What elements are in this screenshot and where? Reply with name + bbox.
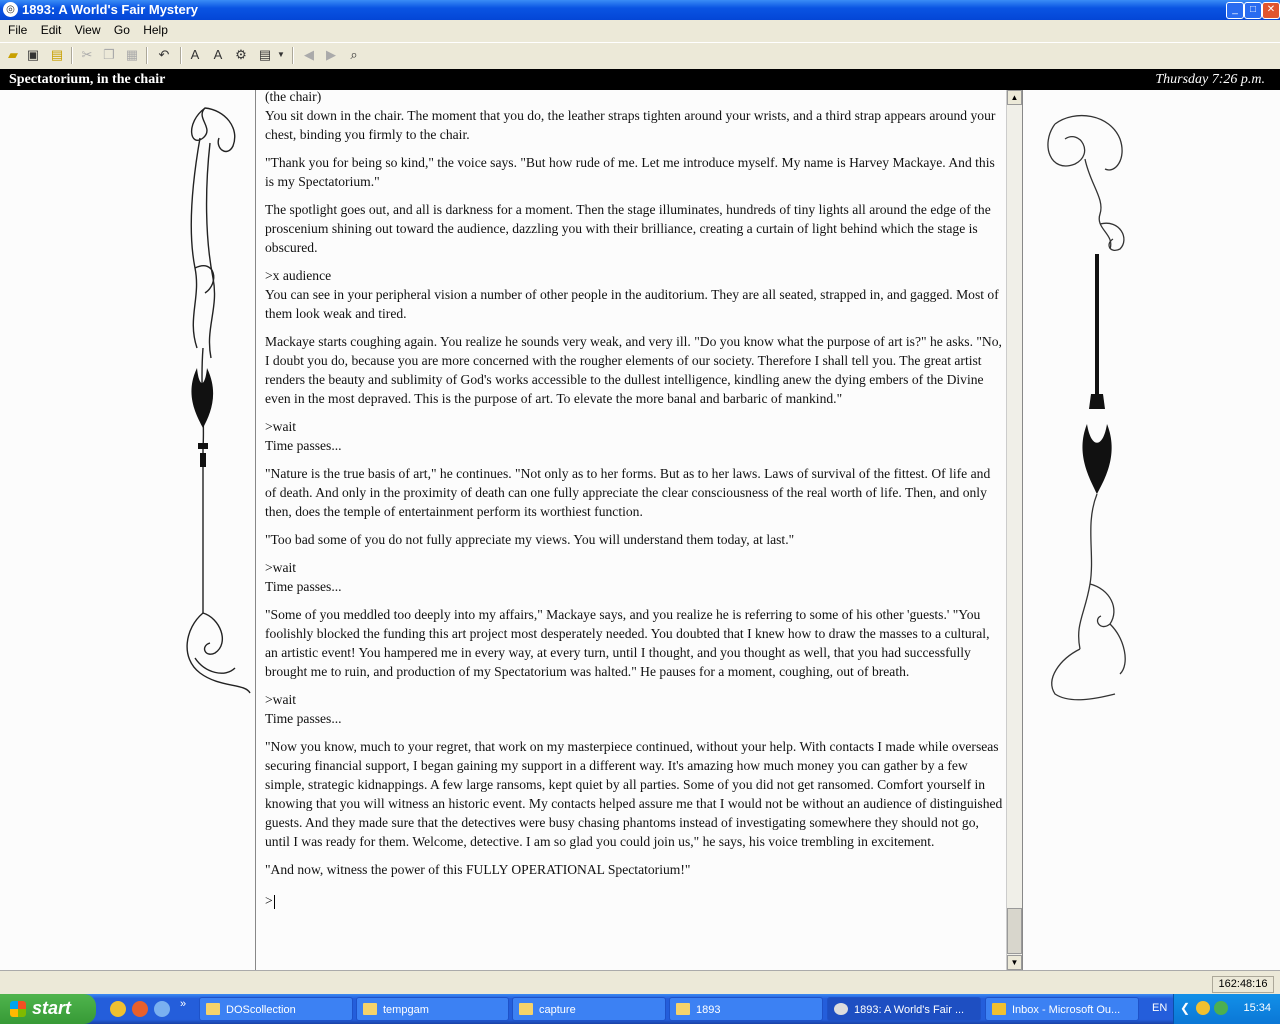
task-outlook[interactable]: Inbox - Microsoft Ou... xyxy=(985,997,1139,1021)
font-alt-icon[interactable]: A xyxy=(213,47,223,62)
app-status-bar xyxy=(0,974,1280,994)
scroll-up-button[interactable]: ▲ xyxy=(1007,90,1022,105)
menu-edit[interactable]: Edit xyxy=(40,23,62,37)
window-title: 1893: A World's Fair Mystery xyxy=(22,2,199,17)
cut-icon[interactable]: ✂ xyxy=(81,47,93,62)
scroll-down-button[interactable]: ▼ xyxy=(1007,955,1022,970)
folder-icon xyxy=(206,1003,220,1015)
story-text-pane[interactable] xyxy=(255,90,1023,970)
ornament-left-icon xyxy=(175,98,255,698)
folder-icon xyxy=(676,1003,690,1015)
scrollback-icon[interactable]: ▤ xyxy=(258,47,272,62)
language-indicator[interactable]: EN xyxy=(1152,1002,1168,1014)
game-time: Thursday 7:26 p.m. xyxy=(1155,72,1265,87)
player-command: >wait xyxy=(265,692,297,707)
folder-icon xyxy=(519,1003,533,1015)
menu-bar xyxy=(0,20,1280,40)
story-text: "Some of you meddled too deeply into my affairs," Mackaye says, and you realize he is referring to some of his other 'guests.' "You foolishly blocked the funding this art project most desperately needed. You doubted that I knew how to draw the masses to a cultural, an artistic event! You hampered me in every way, at every turn, until I thought, and you thought as well, that you had successfully brought me to ruin, and production of my Spectatorium was halted." He pauses for a moment, coughing, out of breath. xyxy=(265,607,990,679)
quicklaunch-outlook-icon[interactable] xyxy=(110,1001,126,1017)
command-prompt[interactable] xyxy=(265,891,1003,910)
restore-icon[interactable]: ▤ xyxy=(50,47,64,62)
story-text: "Nature is the true basis of art," he continues. "Not only as to her forms. But as to her laws. Laws of survival of the fittest. Of life and of death. And only in the proximity of death can one fully appreciate the clear consciousness of the real worth of life. Then, and only then, does the temple of entertainment perform its worthiest function. xyxy=(265,466,991,519)
menu-view[interactable]: View xyxy=(74,23,101,37)
story-text: "Now you know, much to your regret, that work on my masterpiece continued, without your help. With contacts I made while overseas securing financial support, I began gaining my support in a different way. It's amazing how much money you can gather by a few simple, strategic kidnappings. A few large ransoms, kept quiet by all parties. Some of you did not get ransomed. Comfort yourself in knowing that you will witness an historic event. My contacts helped assure me that I would not be without an audience of distinguished guests. And they made sure that the detectives were busy chasing phantoms instead of investigating somewhere they should not go, until I was ready for them. Welcome, detective. I am so glad you could join us," he says, his voice trembling in excitement. xyxy=(265,739,1003,849)
quicklaunch-more-icon[interactable]: » xyxy=(180,998,187,1010)
story-text: Time passes... xyxy=(265,579,342,594)
game-window xyxy=(0,90,1280,971)
title-bar[interactable] xyxy=(0,0,1280,20)
taskbar xyxy=(0,994,1280,1024)
story-paragraph xyxy=(265,266,1003,323)
task-doscollection[interactable]: DOScollection xyxy=(199,997,353,1021)
folder-icon xyxy=(363,1003,377,1015)
story-paragraph xyxy=(265,200,1003,257)
player-command: (the chair) xyxy=(265,89,322,104)
start-button[interactable]: start xyxy=(0,994,96,1024)
prompt-symbol: > xyxy=(265,893,273,908)
story-text: Time passes... xyxy=(265,711,342,726)
undo-icon[interactable]: ↶ xyxy=(158,47,170,62)
story-paragraph xyxy=(265,530,1003,549)
story-paragraph xyxy=(265,332,1003,408)
story-paragraph xyxy=(265,87,1003,144)
system-clock: 15:34 xyxy=(1243,1002,1271,1014)
system-tray xyxy=(1173,994,1280,1024)
paste-icon[interactable]: ▦ xyxy=(125,47,139,62)
story-text: "Too bad some of you do not fully appreciate my views. You will understand them today, at last." xyxy=(265,532,795,547)
windows-logo-icon xyxy=(10,1001,26,1017)
task-capture[interactable]: capture xyxy=(512,997,666,1021)
player-command: >wait xyxy=(265,560,297,575)
text-cursor xyxy=(274,895,275,909)
story-text: Time passes... xyxy=(265,438,342,453)
search-icon[interactable]: ⌕ xyxy=(350,47,358,62)
ornament-right-icon xyxy=(1035,104,1135,704)
tray-outlook-icon[interactable] xyxy=(1196,1001,1210,1015)
forward-arrow-icon[interactable]: ▶ xyxy=(326,47,336,62)
toolbar xyxy=(0,42,1280,68)
save-icon[interactable]: ▣ xyxy=(26,47,40,62)
quicklaunch-firefox-icon[interactable] xyxy=(132,1001,148,1017)
menu-go[interactable]: Go xyxy=(113,23,130,37)
minimize-button[interactable]: _ xyxy=(1226,2,1244,19)
options-icon[interactable]: ⚙ xyxy=(235,47,247,62)
scrollbar[interactable] xyxy=(1006,90,1022,970)
story-paragraph xyxy=(265,690,1003,728)
player-command: >wait xyxy=(265,419,297,434)
menu-file[interactable]: File xyxy=(8,23,28,37)
task-tempgam[interactable]: tempgam xyxy=(356,997,509,1021)
game-icon xyxy=(834,1003,848,1015)
outlook-icon xyxy=(992,1003,1006,1015)
story-text: The spotlight goes out, and all is darkness for a moment. Then the stage illuminates, hundreds of tiny lights all around the edge of the proscenium shining out toward the audience, dazzling you with their brilliance, creating a curtain of light behind which the stage is obscured. xyxy=(265,202,991,255)
scroll-thumb[interactable] xyxy=(1007,908,1022,954)
task-1893-folder[interactable]: 1893 xyxy=(669,997,823,1021)
app-icon[interactable]: ◎ xyxy=(3,2,18,17)
quicklaunch-ie-icon[interactable] xyxy=(154,1001,170,1017)
story-text: You can see in your peripheral vision a number of other people in the auditorium. They are all seated, strapped in, and gagged. Most of them look weak and tired. xyxy=(265,287,999,321)
story-text: "Thank you for being so kind," the voice says. "But how rude of me. Let me introduce myself. My name is Harvey Mackaye. And this is my Spectatorium." xyxy=(265,155,995,189)
copy-icon[interactable]: ❐ xyxy=(103,47,115,62)
story-paragraph xyxy=(265,605,1003,681)
story-paragraph xyxy=(265,737,1003,851)
tray-expand-icon[interactable]: ❮ xyxy=(1180,1001,1191,1015)
story-paragraph xyxy=(265,860,1003,879)
player-command: >x audience xyxy=(265,268,332,283)
back-arrow-icon[interactable]: ◀ xyxy=(304,47,314,62)
story-text: "And now, witness the power of this FULLY OPERATIONAL Spectatorium!" xyxy=(265,862,691,877)
story-text: You sit down in the chair. The moment that you do, the leather straps tighten around your wrists, and a third strap appears around your chest, binding you firmly to the chair. xyxy=(265,108,996,142)
menu-help[interactable]: Help xyxy=(143,23,168,37)
story-paragraph xyxy=(265,464,1003,521)
maximize-button[interactable]: □ xyxy=(1244,2,1262,19)
open-story-icon[interactable]: ▰ xyxy=(8,47,18,62)
tray-network-icon[interactable] xyxy=(1214,1001,1228,1015)
elapsed-time: 162:48:16 xyxy=(1212,976,1274,993)
location-label: Spectatorium, in the chair xyxy=(9,72,166,87)
story-paragraph xyxy=(265,417,1003,455)
close-button[interactable]: ✕ xyxy=(1262,2,1280,19)
story-transcript xyxy=(265,87,1003,919)
story-text: Mackaye starts coughing again. You realize he sounds very weak, and very ill. "Do you know what the purpose of art is?" he asks. "No, I doubt you do, because you are more concerned with the rougher elements of our society. Therefore I shall tell you. The great artist renders the beauty and sublimity of God's works accessible to the dullest intelligence, kindling anew the dying embers of the Divine even in the most depraved. This is the purpose of art. To elevate the more banal and barbaric of mankind." xyxy=(265,334,1002,406)
story-paragraph xyxy=(265,558,1003,596)
story-paragraph xyxy=(265,153,1003,191)
chevron-down-icon[interactable]: ▼ xyxy=(277,50,285,59)
task-1893-game[interactable]: 1893: A World's Fair ... xyxy=(827,997,981,1021)
font-icon[interactable]: A xyxy=(190,47,200,62)
